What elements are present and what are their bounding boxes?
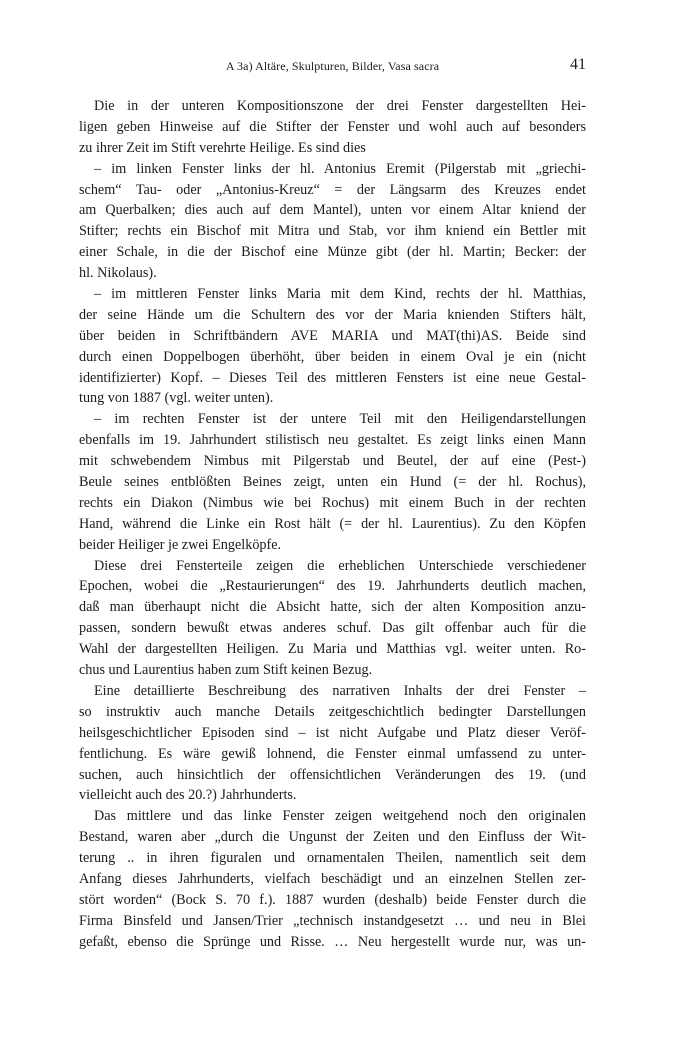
text-line: beider Heiliger je zwei Engelköpfe. [79, 536, 282, 553]
text-line: identifizierter) Kopf. – Dieses Teil des mittleren Fensters ist eine neue Gestal- [79, 369, 586, 386]
text-line: Beule seines entblößten Beines zeigt, unten ein Hund (= der hl. Rochus), [79, 474, 586, 491]
text-line: chus und Laurentius haben zum Stift keinen Bezug. [79, 662, 373, 679]
paragraph [79, 681, 586, 806]
paragraph [79, 159, 586, 284]
text-line: ligen geben Hinweise auf die Stifter der Fenster und wohl auch auf besonders [79, 118, 586, 135]
paragraph [79, 806, 586, 952]
text-line: mit schwebendem Nimbus mit Pilgerstab und Beutel, der auf eine (Pest-) [79, 453, 586, 470]
text-line: Die in der unteren Kompositionszone der drei Fenster dargestellten Hei- [94, 98, 586, 114]
text-line: Diese drei Fensterteile zeigen die erheblichen Unterschiede verschiedener [94, 557, 586, 574]
text-line: passen, sondern bewußt etwas anderes schuf. Das gilt offenbar auch für die [79, 620, 586, 637]
text-line: so instruktiv auch manche Details zeitgeschichtlich bedingter Darstellungen [79, 703, 586, 720]
text-line: hl. Nikolaus). [79, 265, 157, 282]
paragraph [79, 96, 586, 159]
text-line: Hand, während die Linke ein Rost hält (= der hl. Laurentius). Zu den Köpfen [79, 515, 586, 532]
text-line: ebenfalls im 19. Jahrhundert stilistisch neu gestaltet. Es zeigt links einen Mann [79, 432, 586, 449]
text-line: terung .. in ihren figuralen und ornamentalen Theilen, namentlich seit dem [79, 850, 586, 867]
text-line: Anfang dieses Jahrhunderts, vielfach beschädigt und an einzelnen Stellen zer- [79, 870, 586, 887]
text-line: Firma Binsfeld und Jansen/Trier „technisch instandgesetzt … und neu in Blei [79, 912, 586, 929]
text-line: rechts ein Diakon (Nimbus wie bei Rochus) mit einem Buch in der rechten [79, 494, 586, 511]
text-line: zu ihrer Zeit im Stift verehrte Heilige. Es sind dies [79, 139, 366, 156]
text-line: – im rechten Fenster ist der untere Teil mit den Heiligendarstellungen [94, 411, 586, 428]
text-line: tung von 1887 (vgl. weiter unten). [79, 390, 274, 407]
running-header [79, 58, 586, 78]
text-line: – im mittleren Fenster links Maria mit dem Kind, rechts der hl. Matthias, [94, 286, 586, 303]
paragraph [79, 409, 586, 555]
text-line: einer Schale, in die der Bischof eine Münze gibt (der hl. Martin; Becker: der [79, 244, 586, 261]
text-line: vielleicht auch des 20.?) Jahrhunderts. [79, 787, 297, 804]
body-text [79, 96, 586, 953]
page-number: 41 [570, 56, 586, 73]
text-line: fentlichung. Es wäre gewiß lohnend, die Fenster einmal umfassend zu unter- [79, 745, 586, 762]
text-line: stört worden“ (Bock S. 70 f.). 1887 wurden (deshalb) beide Fenster durch die [79, 891, 586, 908]
text-line: – im linken Fenster links der hl. Antonius Eremit (Pilgerstab mit „griechi- [94, 160, 586, 177]
text-line: Stifter; rechts ein Bischof mit Mitra und Stab, vor ihm kniend ein Bettler mit [79, 223, 586, 240]
text-line: über beiden in Schriftbändern AVE MARIA und MAT(thi)AS. Beide sind [79, 327, 586, 344]
paragraph [79, 556, 586, 681]
text-line: heilsgeschichtlicher Episoden sind – ist nicht Aufgabe und Platz dieser Veröf- [79, 724, 586, 741]
text-line: Eine detaillierte Beschreibung des narrativen Inhalts der drei Fenster – [94, 682, 586, 699]
text-line: Epochen, wobei die „Restaurierungen“ des 19. Jahrhunderts deutlich machen, [79, 578, 586, 595]
text-line: gefaßt, ebenso die Sprünge und Risse. … Neu hergestellt wurde nur, was un- [79, 933, 586, 950]
text-line: Das mittlere und das linke Fenster zeigen weitgehend noch den originalen [94, 808, 586, 825]
text-line: suchen, auch hinsichtlich der offensichtlichen Veränderungen des 19. (und [79, 766, 586, 783]
text-line: der seine Hände um die Schultern des vor der Maria knienden Stifters hält, [79, 306, 586, 323]
text-line: Bestand, waren aber „durch die Ungunst der Zeiten und den Einfluss der Wit- [79, 829, 586, 846]
paragraph [79, 284, 586, 409]
text-line: daß man überhaupt nicht die Absicht hatte, sich der alten Komposition anzu- [79, 599, 586, 616]
text-line: am Querbalken; dies auch auf dem Mantel), unten vor einem Altar kniend der [79, 202, 586, 219]
text-line: durch einen Doppelbogen überhöht, über beiden in einem Oval je ein (nicht [79, 348, 586, 365]
text-line: schem“ Tau- oder „Antonius-Kreuz“ = der Längsarm des Kreuzes endet [79, 181, 586, 198]
header-title: A 3a) Altäre, Skulpturen, Bilder, Vasa sacra [225, 59, 440, 73]
text-line: Wahl der dargestellten Heiligen. Zu Maria und Matthias vgl. weiter unten. Ro- [79, 641, 586, 658]
